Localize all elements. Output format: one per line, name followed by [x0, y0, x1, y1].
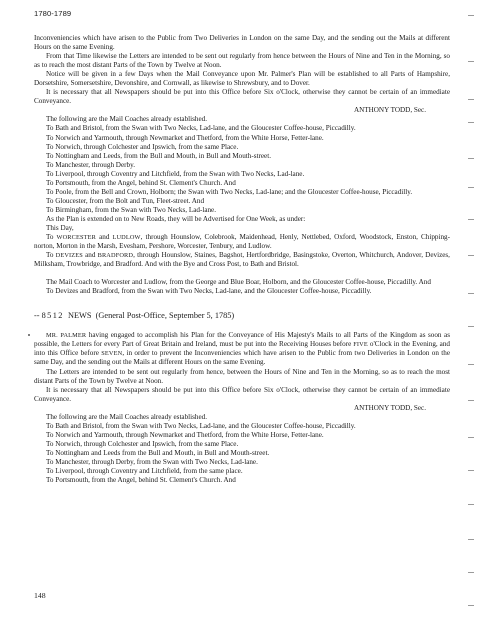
place-name-smallcaps: LUDLOW	[112, 234, 141, 242]
route-line: To Birmingham, from the Swan with Two Necks, Lad-lane.	[46, 205, 217, 214]
news-heading	[34, 310, 450, 321]
news-source: (General Post-Office, September 5, 1785)	[95, 311, 235, 321]
stray-ink-mark	[28, 334, 30, 336]
news-label: NEWS	[67, 311, 92, 321]
closing-line: The Mail Coach to Worcester and Ludlow, from the George and Blue Boar, Holborn, and the Gloucester Coffee-house, Piccadilly. And	[46, 278, 431, 287]
route-devizes-bradford	[34, 251, 450, 269]
route-line: This Day,	[46, 223, 74, 232]
intro-text: having engaged to accomplish his Plan for the Conveyance of His Majesty's Mails to all Parts of the Kingdom as soon as possible, the Letters for every Part of Great Britain and Ireland, must be put into the Receiving Houses before	[34, 331, 450, 349]
route-line: To Norwich, through Colchester and Ipswich, from the same Place.	[46, 142, 239, 151]
honorific-smallcaps: MR.	[46, 332, 58, 340]
page-number: 148	[34, 591, 46, 600]
route-line: To Norwich and Yarmouth, through Newmarket and Thetford, from the White Horse, Fetter-lane.	[46, 430, 324, 439]
route-line: To Nottingham and Leeds, from the Bull and Mouth, in Bull and Mouth-street.	[46, 151, 271, 160]
route-worcester-ludlow	[34, 233, 450, 251]
notice-paragraph: Notice will be given in a few Days when the Mail Conveyance upon Mr. Palmer's Plan will be established to all Parts of Hampshire, Dorsetshire, Somersetshire, Devonshire, and Cornwall, as likewise to Shrewsbury, and to Dover.	[34, 70, 450, 88]
route-joiner: and	[85, 251, 96, 260]
route-line: To Portsmouth, from the Angel, behind St. Clement's Church. And	[46, 178, 236, 187]
heading-gap	[34, 321, 450, 331]
signature: ANTHONY TODD, Sec.	[353, 106, 426, 115]
news-marker: --	[34, 311, 40, 321]
place-name-smallcaps: WORCESTER	[56, 234, 96, 242]
route-line: To Norwich and Yarmouth, through Newmarket and Thetford, from the White Horse, Fetter-lane.	[46, 133, 324, 142]
route-text: , through Hounslow, Staines, Bagshot, Hertfordbridge, Basingstoke, Overton, Whitchurch, Andover, Devizes, Milksham, Trowbridge, and Bradford. And with the Bye and Cross Post, to Bath and Bristol.	[34, 251, 450, 269]
time-smallcaps: FIVE	[353, 341, 368, 349]
news-paragraph: The Letters are intended to be sent out regularly from hence, between the Hours of Nine and Ten in the Morning, so as to reach the most distant Parts of the Town by Twelve at Noon.	[34, 367, 450, 385]
route-lead: To	[46, 233, 54, 242]
route-line: To Nottingham and Leeds from the Bull and Mouth, in Bull and Mouth-street.	[46, 448, 270, 457]
section-gap	[34, 296, 450, 310]
route-line: To Portsmouth, from the Angel, behind St. Clement's Church. And	[46, 476, 236, 485]
intro-text: , in order to prevent the Inconveniencies which have arisen to the Public from two Deliveries in London on the same Day, and the sending out the Mails at different Hours on the same Evening.	[34, 349, 450, 367]
place-name-smallcaps: DEVIZES	[55, 252, 83, 260]
route-line: To Manchester, through Derby, from the Swan with Two Necks, Lad-lane.	[46, 457, 258, 466]
coaches-intro: The following are the Mail Coaches already established.	[46, 412, 208, 421]
notice-paragraph: Inconveniencies which have arisen to the Public from Two Deliveries in London on the same Day, and the sending out the Mails at different Hours on the same Evening.	[34, 34, 450, 52]
route-text: , through Hounslow, Colebrook, Maidenhead, Henly, Nettlebed, Oxford, Woodstock, Enston, Chipping-norton, Morton in the Marsh, Evesham, Pershore, Worcester, Tenbury, and Ludlow.	[34, 233, 450, 251]
intro-text: o'Clock in the Evening, and into this Office before	[34, 340, 450, 358]
route-line: To Gloucester, from the Bolt and Tun, Fleet-street. And	[46, 196, 205, 205]
page-body	[34, 34, 450, 485]
route-joiner: and	[99, 233, 110, 242]
route-line: To Manchester, through Derby.	[46, 160, 135, 169]
news-paragraph: It is necessary that all Newspapers should be put into this Office before Six o'Clock, otherwise they cannot be certain of an immediate Conveyance.	[34, 385, 450, 403]
route-line: To Liverpool, through Coventry and Litchfield, from the same place.	[46, 467, 243, 476]
news-intro-paragraph	[34, 331, 450, 367]
route-line: To Norwich, through Colchester and Ipswich, from the same Place.	[46, 439, 239, 448]
route-line: To Poole, from the Bell and Crown, Holborn; the Swan with Two Necks, Lad-lane; and the Gloucester Coffee-house, Piccadilly.	[46, 187, 413, 196]
closing-line: To Devizes and Bradford, from the Swan with Two Necks, Lad-lane, and the Gloucester Coffee-house, Piccadilly.	[46, 287, 372, 296]
route-line: As the Plan is extended on to New Roads, they will be Advertised for One Week, as under:	[46, 214, 306, 223]
coaches-intro: The following are the Mail Coaches already established.	[46, 115, 208, 124]
route-line: To Bath and Bristol, from the Swan with Two Necks, Lad-lane, and the Gloucester Coffee-house, Piccadilly.	[46, 124, 356, 133]
route-lead: To	[46, 251, 54, 260]
running-head: 1780-1789	[34, 9, 72, 18]
notice-paragraph: It is necessary that all Newspapers should be put into this Office before Six o'Clock, otherwise they cannot be certain of an immediate Conveyance.	[34, 88, 450, 106]
time-smallcaps: SEVEN	[101, 350, 123, 358]
signature: ANTHONY TODD, Sec.	[353, 403, 426, 412]
news-number: 8512	[41, 311, 64, 321]
place-name-smallcaps: BRADFORD	[97, 252, 134, 260]
route-line: To Liverpool, through Coventry and Litchfield, from the Swan with Two Necks, Lad-lane.	[46, 169, 305, 178]
notice-paragraph: From that Time likewise the Letters are intended to be sent out regularly from hence between the Hours of Nine and Ten in the Morning, so as to reach the most distant Parts of the Town by Twelve at Noon.	[34, 52, 450, 70]
route-line: To Bath and Bristol, from the Swan with Two Necks, Lad-lane, and the Gloucester Coffee-house, Piccadilly.	[46, 421, 356, 430]
name-smallcaps: PALMER	[60, 332, 87, 340]
